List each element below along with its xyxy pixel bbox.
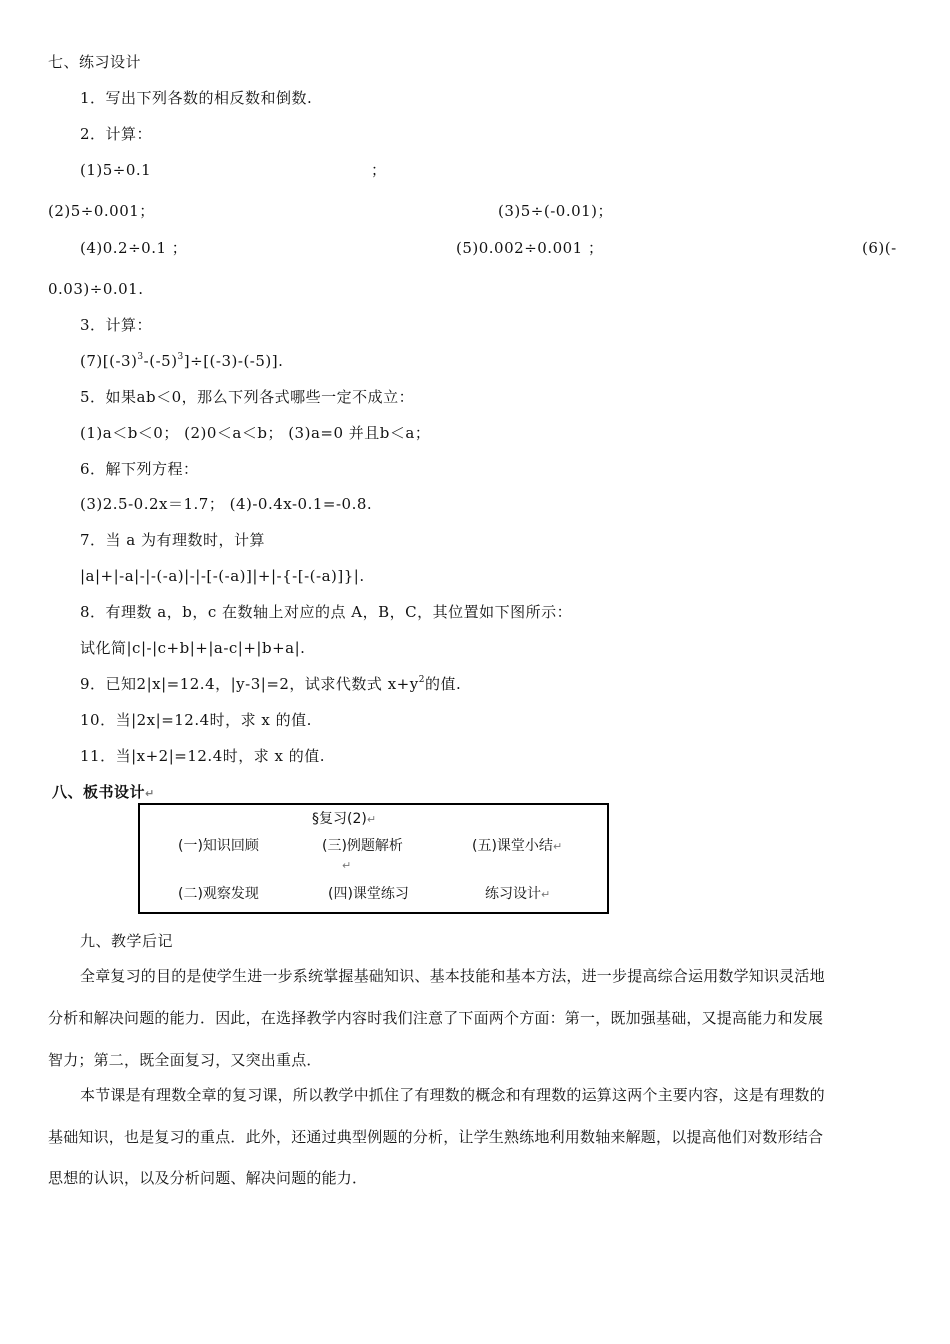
board-item-observe: (二)观察发现 (178, 886, 259, 902)
question-3: 3．计算： (80, 316, 153, 334)
board-item-exercise-design: 练习设计↵ (485, 886, 551, 902)
afterword-p1-line1: 全章复习的目的是使学生进一步系统掌握基础知识、基本技能和基本方法，进一步提高综合运用数学知识灵活地 (80, 967, 825, 985)
calc-item-3: (3)5÷(-0.01)； (498, 202, 614, 220)
question-1: 1．写出下列各数的相反数和倒数. (80, 89, 313, 107)
blackboard-design-box (138, 803, 609, 914)
afterword-p2-line1: 本节课是有理数全章的复习课，所以教学中抓住了有理数的概念和有理数的运算这两个主要内容，这是有理数的 (80, 1086, 825, 1104)
calc-item-6-start: (6)(- (862, 239, 897, 257)
board-item-summary: (五)课堂小结↵ (472, 838, 563, 854)
question-6-items: (3)2.5-0.2x＝1.7； (4)-0.4x-0.1=-0.8. (80, 495, 373, 513)
afterword-p2-line3: 思想的认识，以及分析问题、解决问题的能力． (48, 1169, 368, 1187)
board-item-review: (一)知识回顾 (178, 838, 259, 854)
board-return-mark: ↵ (342, 859, 352, 872)
afterword-p2-line2: 基础知识，也是复习的重点．此外，还通过典型例题的分析，让学生熟练地利用数轴来解题，以提高他们对数形结合 (48, 1128, 824, 1146)
calc-item-1: (1)5÷0.1 (80, 161, 152, 179)
question-8: 8．有理数 a，b，c 在数轴上对应的点 A，B，C，其位置如下图所示： (80, 603, 573, 621)
board-item-practice: (四)课堂练习 (328, 886, 409, 902)
calc-item-1-separator: ； (371, 161, 387, 179)
question-2: 2．计算： (80, 125, 153, 143)
calc-item-4: (4)0.2÷0.1 ； (80, 239, 188, 257)
question-6: 6．解下列方程： (80, 460, 199, 478)
question-8-task: 试化简|c|-|c+b|+|a-c|+|b+a|. (80, 639, 306, 657)
question-11: 11．当|x+2|=12.4时，求 x 的值. (80, 747, 325, 765)
afterword-p1-line3: 智力；第二，既全面复习，又突出重点． (48, 1051, 322, 1069)
question-10: 10．当|2x|=12.4时，求 x 的值. (80, 711, 312, 729)
question-7-expression: |a|+|-a|-|-(-a)|-|-[-(-a)]|+|-{-[-(-a)]}|. (80, 567, 365, 585)
board-title: §复习(2)↵ (312, 811, 377, 827)
afterword-p1-line2: 分析和解决问题的能力．因此，在选择教学内容时我们注意了下面两个方面：第一，既加强基础，又提高能力和发展 (48, 1009, 824, 1027)
section-7-heading: 七、练习设计 (48, 53, 142, 71)
board-item-examples: (三)例题解析 (322, 838, 403, 854)
section-8-heading: 八、板书设计↵ (52, 783, 155, 801)
question-5: 5．如果ab＜0，那么下列各式哪些一定不成立： (80, 388, 415, 406)
question-7: 7．当 a 为有理数时，计算 (80, 531, 266, 549)
calc-item-2: (2)5÷0.001； (48, 202, 155, 220)
calc-item-7: $(7)[(-3)^3-(-5)^3]\div[(-3)-(-5)]$. (80, 352, 284, 370)
section-9-heading: 九、教学后记 (80, 932, 174, 950)
question-9: 9．已知2|x|=12.4，|y-3|=2，试求代数式 $x+y^2$的值. (80, 675, 462, 693)
calc-item-6-end: 0.03)÷0.01. (48, 280, 144, 298)
question-5-items: (1)a＜b＜0； (2)0＜a＜b； (3)a=0 并且b＜a； (80, 424, 431, 442)
calc-item-5: (5)0.002÷0.001 ； (456, 239, 604, 257)
